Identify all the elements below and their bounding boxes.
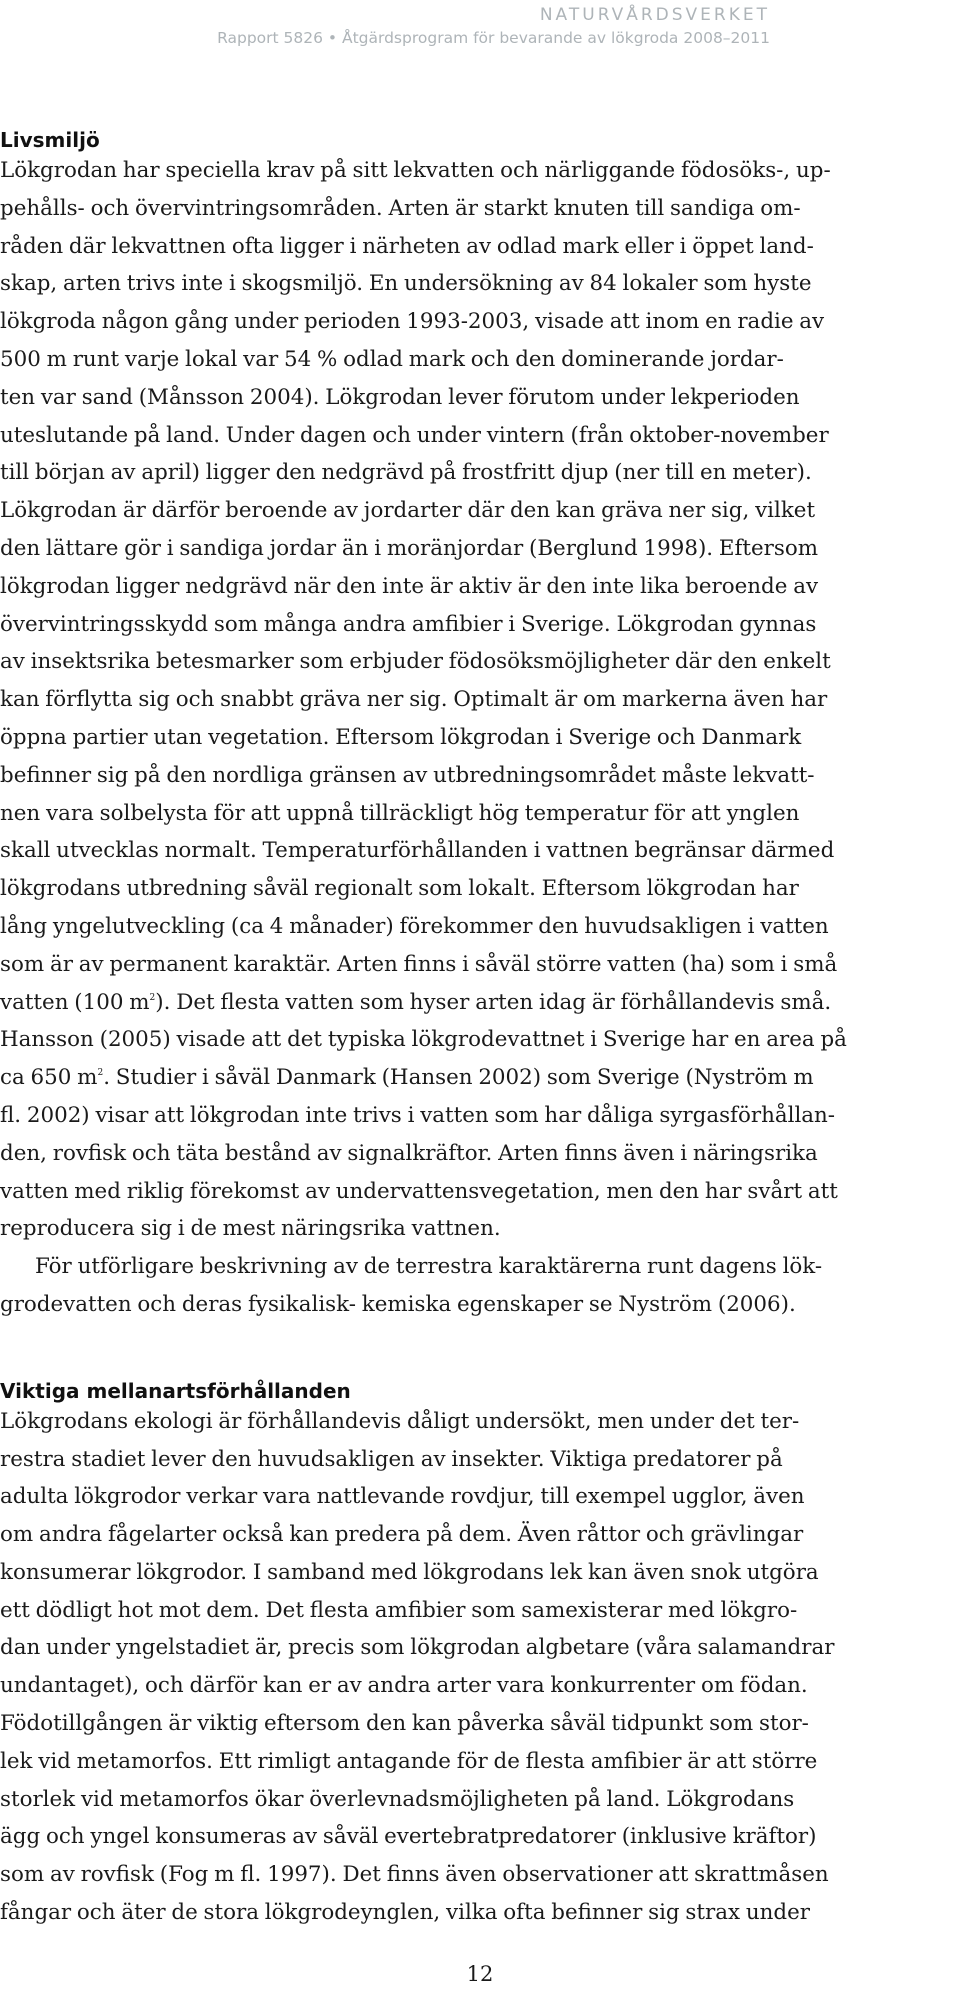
paragraph-further-reading [0, 1248, 960, 1324]
text-line: lökgroda någon gång under perioden 1993-2003, visade att inom en radie av [0, 309, 825, 335]
page-number: 12 [466, 1962, 494, 1986]
text-line: den lättare gör i sandiga jordar än i moränjordar (Berglund 1998). Eftersom [0, 535, 819, 561]
paragraph-livsmiljo [0, 152, 960, 1248]
superscript: 2 [97, 1068, 104, 1079]
text-line [0, 1059, 960, 1097]
text-line: fl. 2002) visar att lökgrodan inte trivs i vatten som har dåliga syrgasförhållan- [0, 1102, 836, 1128]
text-segment: vatten (100 m [0, 989, 150, 1015]
text-line: Födotillgången är viktig eftersom den kan påverka såväl tidpunkt som stor- [0, 1711, 809, 1737]
text-line: ägg och yngel konsumeras av såväl evertebratpredatorer (inklusive kräftor) [0, 1824, 817, 1850]
text-line: grodevatten och deras fysikalisk- kemiska egenskaper se Nyström (2006). [0, 1291, 796, 1317]
text-line: lökgrodans utbredning såväl regionalt som lokalt. Eftersom lökgrodan har [0, 876, 799, 902]
text-line: För utförligare beskrivning av de terrestra karaktärerna runt dagens lök- [35, 1254, 823, 1280]
text-line: lång yngelutveckling (ca 4 månader) förekommer den huvudsakligen i vatten [0, 913, 829, 939]
text-segment: ). Det flesta vatten som hyser arten idag är förhållandevis små. [155, 989, 832, 1015]
text-line: adulta lökgrodor verkar vara nattlevande rovdjur, till exempel ugglor, även [0, 1484, 805, 1510]
text-line: storlek vid metamorfos ökar överlevnadsmöjligheten på land. Lökgrodans [0, 1786, 795, 1812]
text-segment: ca 650 m [0, 1065, 98, 1091]
text-line: befinner sig på den nordliga gränsen av utbredningsområdet måste lekvatt- [0, 762, 815, 788]
page-body [0, 128, 960, 1932]
text-line: Lökgrodans ekologi är förhållandevis dåligt undersökt, men under det ter- [0, 1408, 800, 1434]
text-line: fångar och äter de stora lökgrodeynglen, vilka ofta befinner sig strax under [0, 1900, 810, 1926]
text-line: ett dödligt hot mot dem. Det flesta amfibier som samexisterar med lökgro- [0, 1597, 798, 1623]
text-line [0, 984, 960, 1022]
report-title: Rapport 5826 • Åtgärdsprogram för bevarande av lökgroda 2008–2011 [217, 29, 770, 47]
text-line: som är av permanent karaktär. Arten finns i såväl större vatten (ha) som i små [0, 951, 838, 977]
text-line: ten var sand (Månsson 2004). Lökgrodan lever förutom under lekperioden [0, 384, 800, 410]
text-line: restra stadiet lever den huvudsakligen av insekter. Viktiga predatorer på [0, 1446, 783, 1472]
text-line: om andra fågelarter också kan predera på dem. Även råttor och grävlingar [0, 1522, 804, 1548]
text-line: kan förflytta sig och snabbt gräva ner sig. Optimalt är om markerna även har [0, 687, 828, 713]
text-line: öppna partier utan vegetation. Eftersom lökgrodan i Sverige och Danmark [0, 724, 802, 750]
text-line: övervintringsskydd som många andra amfibier i Sverige. Lökgrodan gynnas [0, 611, 817, 637]
text-line: skall utvecklas normalt. Temperaturförhållanden i vattnen begränsar därmed [0, 838, 835, 864]
text-line: av insektsrika betesmarker som erbjuder födosöksmöjligheter där den enkelt [0, 649, 831, 675]
section-spacer [0, 1324, 960, 1379]
text-line: till början av april) ligger den nedgrävd på frostfritt djup (ner till en meter). [0, 460, 812, 486]
text-line: skap, arten trivs inte i skogsmiljö. En undersökning av 84 lokaler som hyste [0, 271, 812, 297]
text-line: konsumerar lökgrodor. I samband med lökgrodans lek kan även snok utgöra [0, 1559, 819, 1585]
publisher-name: NATURVÅRDSVERKET [539, 5, 770, 25]
text-line: vatten med riklig förekomst av undervattensvegetation, men den har svårt att [0, 1178, 838, 1204]
text-line: uteslutande på land. Under dagen och under vintern (från oktober-november [0, 422, 829, 448]
section-heading-mellanarts: Viktiga mellanartsförhållanden [0, 1378, 351, 1403]
text-line: Hansson (2005) visade att det typiska lökgrodevattnet i Sverige har en area på [0, 1027, 847, 1053]
text-line: pehålls- och övervintringsområden. Arten är starkt knuten till sandiga om- [0, 195, 801, 221]
text-line: som av rovfisk (Fog m fl. 1997). Det finns även observationer att skrattmåsen [0, 1862, 829, 1888]
text-line: dan under yngelstadiet är, precis som lökgrodan algbetare (våra salamandrar [0, 1635, 835, 1661]
text-line: råden där lekvattnen ofta ligger i närheten av odlad mark eller i öppet land- [0, 233, 814, 259]
text-segment: . Studier i såväl Danmark (Hansen 2002) som Sverige (Nyström m [103, 1065, 814, 1091]
text-line: Lökgrodan har speciella krav på sitt lekvatten och närliggande födosöks-, up- [0, 158, 831, 183]
section-heading-livsmiljo: Livsmiljö [0, 128, 100, 152]
text-line: 500 m runt varje lokal var 54 % odlad mark och den dominerande jordar- [0, 346, 784, 372]
text-line: undantaget), och därför kan er av andra arter vara konkurrenter om födan. [0, 1673, 808, 1699]
paragraph-mellanarts [0, 1403, 960, 1932]
running-header [170, 4, 770, 50]
text-line: nen vara solbelysta för att uppnå tillräckligt hög temperatur för att ynglen [0, 800, 800, 826]
text-line: den, rovfisk och täta bestånd av signalkräftor. Arten finns även i näringsrika [0, 1140, 818, 1166]
text-line: reproducera sig i de mest näringsrika vattnen. [0, 1216, 501, 1242]
text-line: lek vid metamorfos. Ett rimligt antagande för de flesta amfibier är att större [0, 1748, 818, 1774]
text-line: Lökgrodan är därför beroende av jordarter där den kan gräva ner sig, vilket [0, 498, 816, 524]
text-line: lökgrodan ligger nedgrävd när den inte är aktiv är den inte lika beroende av [0, 573, 819, 599]
superscript: 2 [149, 992, 156, 1003]
